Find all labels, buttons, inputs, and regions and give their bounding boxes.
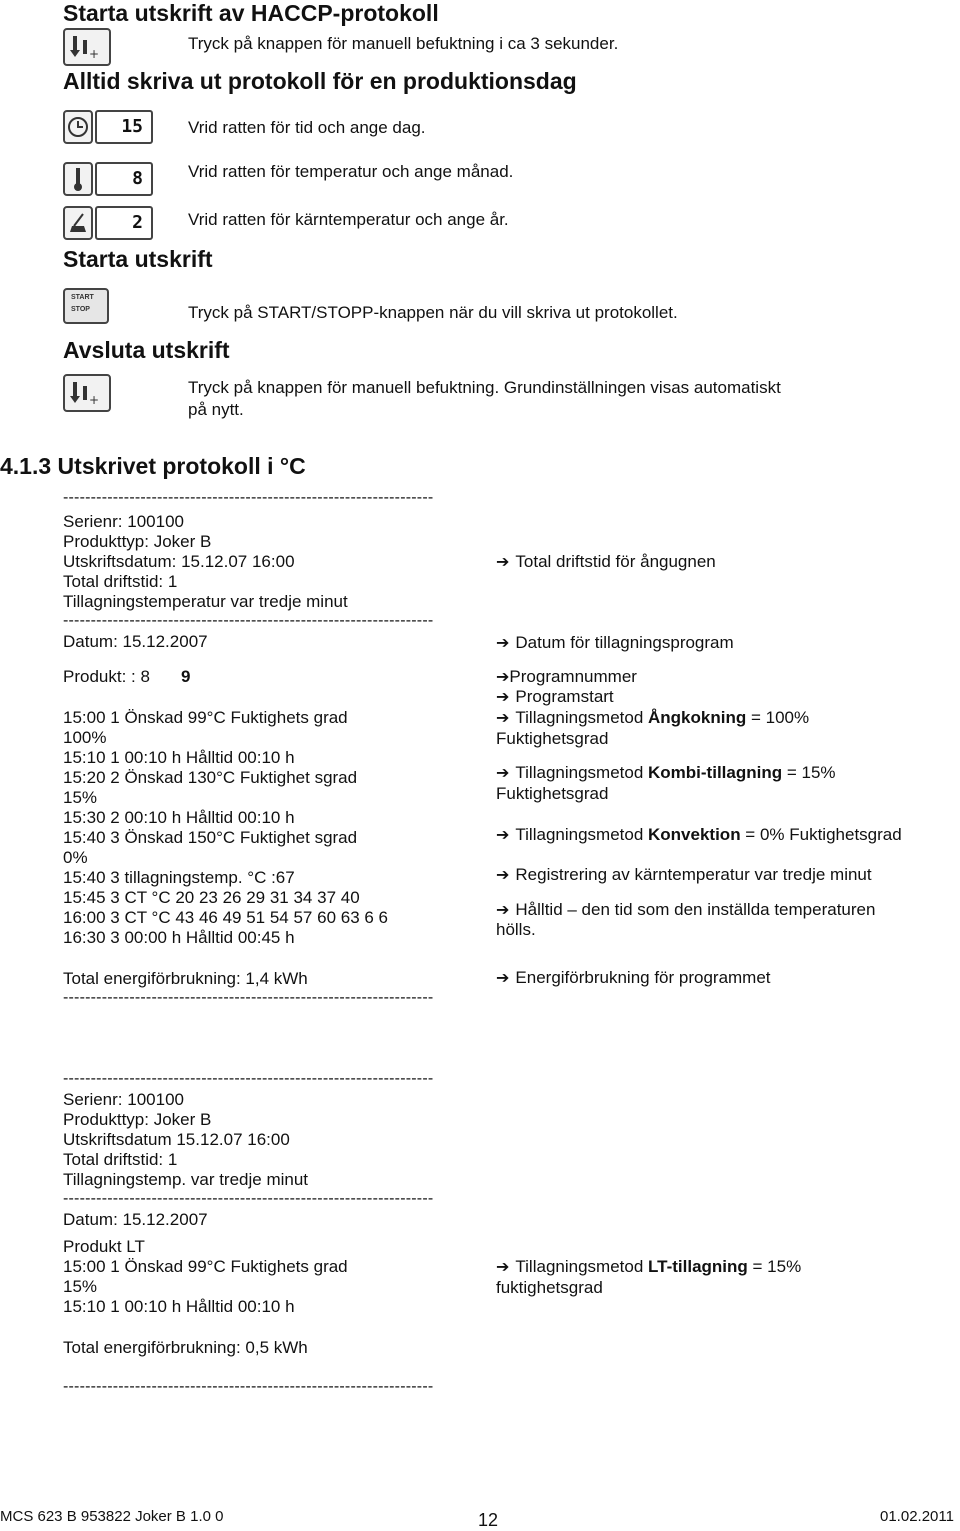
protocol-date: Datum: 15.12.2007 (63, 1210, 208, 1229)
note-datum: ➔ Datum för tillagningsprogram (496, 633, 734, 652)
protocol-row: 15:20 2 Önskad 130°C Fuktighet sgrad (63, 768, 358, 787)
product-label: Produkt LT (63, 1237, 145, 1256)
step-end-line2: på nytt. (188, 400, 244, 419)
protocol-row: 15:00 1 Önskad 99°C Fuktighets grad (63, 708, 348, 727)
note-method-lt-unit: fuktighetsgrad (496, 1278, 603, 1297)
serial-number: Serienr: 100100 (63, 512, 184, 531)
start-stop-icon (63, 288, 109, 324)
note-method-steam-unit: Fuktighetsgrad (496, 729, 609, 748)
protocol-row: 100% (63, 728, 107, 747)
note-hold-time: ➔ Hålltid – den tid som den inställda temperaturen (496, 900, 876, 919)
core-probe-icon (63, 206, 93, 240)
temp-note: Tillagningstemp. var tredje minut (63, 1170, 309, 1189)
note-method-steam: ➔ Tillagningsmetod Ångkokning = 100% (496, 708, 810, 727)
product-type: Produkttyp: Joker B (63, 532, 212, 551)
arrow-icon: ➔ (496, 763, 510, 782)
protocol-row: 0% (63, 848, 88, 867)
note-hold-time-cont: hölls. (496, 920, 536, 939)
note-runtime: ➔ Total driftstid för ångugnen (496, 552, 716, 571)
energy-total: Total energiförbrukning: 0,5 kWh (63, 1338, 308, 1357)
note-method-combi-unit: Fuktighetsgrad (496, 784, 609, 803)
note-program-start: ➔ Programstart (496, 687, 614, 706)
protocol-row: 15:00 1 Önskad 99°C Fuktighets grad (63, 1257, 348, 1276)
year-value-display: 2 (95, 206, 153, 240)
protocol-rule: ------------------------------------------------------------------- (63, 1190, 434, 1207)
stop-label: STOP (71, 306, 90, 313)
protocol-row: 15:30 2 00:10 h Hålltid 00:10 h (63, 808, 295, 827)
arrow-icon: ➔ (496, 900, 510, 919)
start-label: START (71, 294, 94, 301)
program-number: 9 (181, 667, 191, 686)
protocol-rule: ------------------------------------------------------------------- (63, 1070, 434, 1087)
note-method-combi: ➔ Tillagningsmetod Kombi-tillagning = 15% (496, 763, 836, 782)
month-value-display: 8 (95, 162, 153, 196)
protocol-rule: ------------------------------------------------------------------- (63, 1378, 434, 1395)
product-type: Produkttyp: Joker B (63, 1110, 212, 1129)
section-heading: 4.1.3 Utskrivet protokoll i °C (0, 453, 306, 479)
title-haccp: Starta utskrift av HACCP-protokoll (63, 0, 439, 26)
protocol-rule: ------------------------------------------------------------------- (63, 612, 434, 629)
total-runtime: Total driftstid: 1 (63, 1150, 178, 1169)
protocol-row: 15:40 3 Önskad 150°C Fuktighet sgrad (63, 828, 358, 847)
note-program-number: ➔Programnummer (496, 667, 637, 686)
arrow-icon: ➔ (496, 687, 510, 706)
footer-date: 01.02.2011 (880, 1508, 954, 1525)
step-core-year: Vrid ratten för kärntemperatur och ange år. (188, 210, 509, 229)
note-method-convection: ➔ Tillagningsmetod Konvektion = 0% Fuktighetsgrad (496, 825, 902, 844)
protocol-row: 16:30 3 00:00 h Hålltid 00:45 h (63, 928, 295, 947)
protocol-row: 15:45 3 CT °C 20 23 26 29 31 34 37 40 (63, 888, 360, 907)
clock-icon (63, 110, 93, 144)
energy-total: Total energiförbrukning: 1,4 kWh (63, 969, 308, 988)
print-date: Utskriftsdatum 15.12.07 16:00 (63, 1130, 290, 1149)
day-value-display: 15 (95, 110, 153, 144)
step-start-stop: Tryck på START/STOPP-knappen när du vill skriva ut protokollet. (188, 303, 678, 322)
thermometer-icon (63, 162, 93, 196)
protocol-rule: ------------------------------------------------------------------- (63, 989, 434, 1006)
protocol-date: Datum: 15.12.2007 (63, 632, 208, 651)
protocol-row: 15% (63, 788, 98, 807)
arrow-icon: ➔ (496, 708, 510, 727)
step-temp-month: Vrid ratten för temperatur och ange månad. (188, 162, 514, 181)
note-core-registration: ➔ Registrering av kärntemperatur var tredje minut (496, 865, 872, 884)
step-start-print: Tryck på knappen för manuell befuktning i ca 3 sekunder. (188, 34, 619, 53)
protocol-row: 15:10 1 00:10 h Hålltid 00:10 h (63, 748, 295, 767)
page-number: 12 (478, 1510, 499, 1530)
step-time-day: Vrid ratten för tid och ange dag. (188, 118, 426, 137)
title-start-print: Starta utskrift (63, 246, 213, 272)
protocol-row: 15:10 1 00:10 h Hålltid 00:10 h (63, 1297, 295, 1316)
arrow-icon: ➔ (496, 968, 510, 987)
note-method-lt: ➔ Tillagningsmetod LT-tillagning = 15% (496, 1257, 802, 1276)
arrow-icon: ➔ (496, 552, 510, 571)
protocol-row: 15% (63, 1277, 98, 1296)
serial-number: Serienr: 100100 (63, 1090, 184, 1109)
protocol-rule: ------------------------------------------------------------------- (63, 489, 434, 506)
arrow-icon: ➔ (496, 1257, 510, 1276)
manual-humidify-icon (63, 28, 111, 66)
footer-doc-id: MCS 623 B 953822 Joker B 1.0 0 (0, 1508, 224, 1525)
title-end-print: Avsluta utskrift (63, 337, 230, 363)
temp-note: Tillagningstemperatur var tredje minut (63, 592, 348, 611)
protocol-row: 15:40 3 tillagningstemp. °C :67 (63, 868, 295, 887)
title-print-day: Alltid skriva ut protokoll för en produktionsdag (63, 68, 577, 94)
note-energy: ➔ Energiförbrukning för programmet (496, 968, 771, 987)
product-label: Produkt: : 8 (63, 667, 150, 686)
print-date: Utskriftsdatum: 15.12.07 16:00 (63, 552, 295, 571)
protocol-row: 16:00 3 CT °C 43 46 49 51 54 57 60 63 6 6 (63, 908, 389, 927)
svg-text:+: + (89, 47, 100, 61)
svg-text:+: + (89, 393, 100, 407)
arrow-icon: ➔ (496, 865, 510, 884)
arrow-icon: ➔ (496, 633, 510, 652)
arrow-icon: ➔ (496, 667, 510, 686)
arrow-icon: ➔ (496, 825, 510, 844)
step-end-line1: Tryck på knappen för manuell befuktning. Grundinställningen visas automatiskt (188, 378, 781, 397)
manual-humidify-icon-2 (63, 374, 111, 412)
total-runtime: Total driftstid: 1 (63, 572, 178, 591)
